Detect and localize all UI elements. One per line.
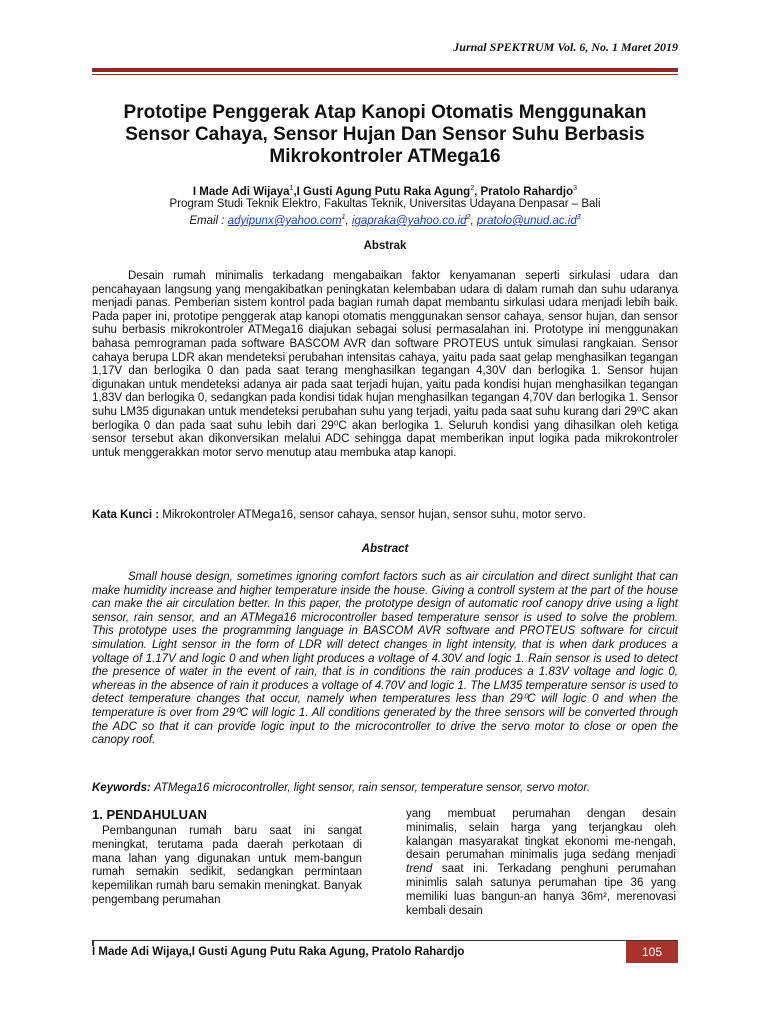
keywords xyxy=(92,781,678,795)
kata-kunci-label: Kata Kunci : xyxy=(92,509,163,521)
email-label: Email : xyxy=(189,214,228,227)
keywords-label: Keywords: xyxy=(92,782,154,794)
kata-kunci xyxy=(92,508,678,522)
kata-kunci-text: Mikrokontroler ATMega16, sensor cahaya, sensor hujan, sensor suhu, motor servo. xyxy=(162,509,586,521)
keywords-text: ATMega16 microcontroller, light sensor, rain sensor, temperature sensor, servo motor. xyxy=(154,782,590,794)
journal-header: Jurnal SPEKTRUM Vol. 6, No. 1 Maret 2019 xyxy=(453,40,678,54)
intro-right-b: saat ini. Terkadang penghuni perumahan minimlis salah satunya perumahan tipe 36 yang memiliki luas bangun-an hanya 36m², merenovasi kembali desain xyxy=(406,863,676,917)
author-1-mark: 1 xyxy=(289,185,294,192)
author-2-mark: 2 xyxy=(470,185,475,192)
abstract-body: Small house design, sometimes ignoring comfort factors such as air circulation and direct sunlight that can make humidity increase and higher temperature inside the house. Giving a controll system at the part of the house can make the air circulation better. In this paper, the prototype design of automatic roof canopy drive using a light sensor, rain sensor, and an ATMega16 microcontroller based temperature sensor is used to solve the problem. This prototype uses the programming language in BASCOM AVR software and PROTEUS software for circuit simulation. Light sensor in the form of LDR will detect changes in light intensity, that is when dark produces a voltage of 1.17V and logic 0 and when light produces a voltage of 4.30V and logic 1. Rain sensor is used to detect the presence of water in the event of rain, that is in conditions the rain produces a 1.83V voltage and logic 0, whereas in the absence of rain it produces a voltage of 4.70V and logic 1. The LM35 temperature sensor is used to detect temperature changes that occur, namely when temperatures less than 29⁰C will logic 0 and when the temperature is over from 29⁰C will logic 1. All conditions generated by the three sensors will be converted through the ADC so that it can provide logic input to the microcontroller to drive the servo motor to close or open the canopy roof. xyxy=(92,571,678,747)
footer-rule xyxy=(92,940,678,941)
intro-right-a: yang membuat perumahan dengan desain minimalis, selain harga yang terjangkau oleh kalangan masyarakat tingkat ekonomi me-nengah, desain perumahan minimalis juga sedang menjadi xyxy=(406,808,676,862)
page-number: 105 xyxy=(626,941,678,963)
email-link-2[interactable]: igapraka@yahoo.co.id xyxy=(351,214,467,227)
left-column xyxy=(92,807,362,908)
email-link-3[interactable]: pratolo@unud.ac.id xyxy=(476,214,577,227)
author-2: I Gusti Agung Putu Raka Agung xyxy=(296,185,471,198)
abstract-heading: Abstract xyxy=(361,543,409,555)
email-line: Email : adyipunx@yahoo.com$^1$, $igapraka@yahoo.co.id^2$, $pratolo@unud.ac.id^3$ xyxy=(189,214,581,227)
affiliation: Program Studi Teknik Elektro, Fakultas Teknik, Universitas Udayana Denpasar – Bali xyxy=(169,198,601,210)
author-3-mark: 3 xyxy=(573,185,578,192)
right-column xyxy=(406,808,676,918)
abstrak-heading: Abstrak xyxy=(363,240,407,252)
header-rule-thin xyxy=(92,74,678,75)
paper-title: Prototipe Penggerak Atap Kanopi Otomatis Menggunakan Sensor Cahaya, Sensor Hujan Dan Sensor Suhu Berbasis Mikrokontroler ATMega16 xyxy=(123,102,647,167)
email-link-1[interactable]: adyipunx@yahoo.com xyxy=(227,214,342,227)
email-3-mark: 3 xyxy=(576,214,581,221)
author-3: Pratolo Rahardjo xyxy=(480,185,574,198)
footer-authors: I Made Adi Wijaya,I Gusti Agung Putu Raka Agung, Pratolo Rahardjo xyxy=(92,946,465,958)
email-2-mark: 2 xyxy=(466,214,471,221)
intro-right-em: trend xyxy=(406,863,433,876)
intro-right-text xyxy=(406,808,676,918)
author-1: I Made Adi Wijaya xyxy=(192,185,290,198)
email-1-mark: 1 xyxy=(341,214,346,221)
author-list: I Made Adi Wijaya$^1$,I Gusti Agung Putu Raka Agung$^2$, Pratolo Rahardjo$^3$ xyxy=(192,185,578,198)
intro-left-text: Pembangunan rumah baru saat ini sangat meningkat, terutama pada daerah perkotaan di mana lahan yang digunakan untuk mem-bangun rumah semakin sedikit, sedangkan permintaan kepemilikan rumah baru semakin meningkat. Banyak pengembang perumahan xyxy=(92,825,362,906)
header-rule xyxy=(92,68,678,72)
abstrak-body: Desain rumah minimalis terkadang mengabaikan faktor kenyamanan seperti sirkulasi udara dan pencahayaan langsung yang mengakibatkan peningkatan kelembaban udara di dalam rumah dan suhu udaranya menjadi panas. Pemberian sistem kontrol pada bagian rumah dapat membantu sirkulasi udara menjadi lebih baik. Pada paper ini, prototipe penggerak atap kanopi otomatis menggunakan sensor cahaya, sensor hujan, dan sensor suhu berbasis mikrokontroler ATMega16 diajukan sebagai solusi permasalahan ini. Prototype ini menggunakan bahasa pemrograman pada software BASCOM AVR dan software PROTEUS untuk simulasi rangkaian. Sensor cahaya berupa LDR akan mendeteksi perubahan intensitas cahaya, yaitu pada saat gelap menghasilkan tegangan 1,17V dan berlogika 0 dan pada saat terang menghasilkan tegangan 4,30V dan berlogika 1. Sensor hujan digunakan untuk mendeteksi adanya air pada saat terjadi hujan, yaitu pada kondisi hujan menghasilkan tegangan 1,83V dan berlogika 0, sedangkan pada kondisi tidak hujan menghasilkan tegangan 4,70V dan berlogika 1. Sensor suhu LM35 digunakan untuk mendeteksi perubahan suhu yang terjadi, yaitu pada saat suhu kurang dari 29⁰C akan berlogika 0 dan pada saat suhu lebih dari 29⁰C akan berlogika 1. Seluruh kondisi yang dihasilkan oleh ketiga sensor tersebut akan dikonversikan melalui ADC sehingga dapat memberikan input logika pada mikrokontroler untuk menggerakkan motor servo menutup atau membuka atap kanopi. xyxy=(92,270,678,459)
section-title: 1. PENDAHULUAN xyxy=(92,807,207,822)
